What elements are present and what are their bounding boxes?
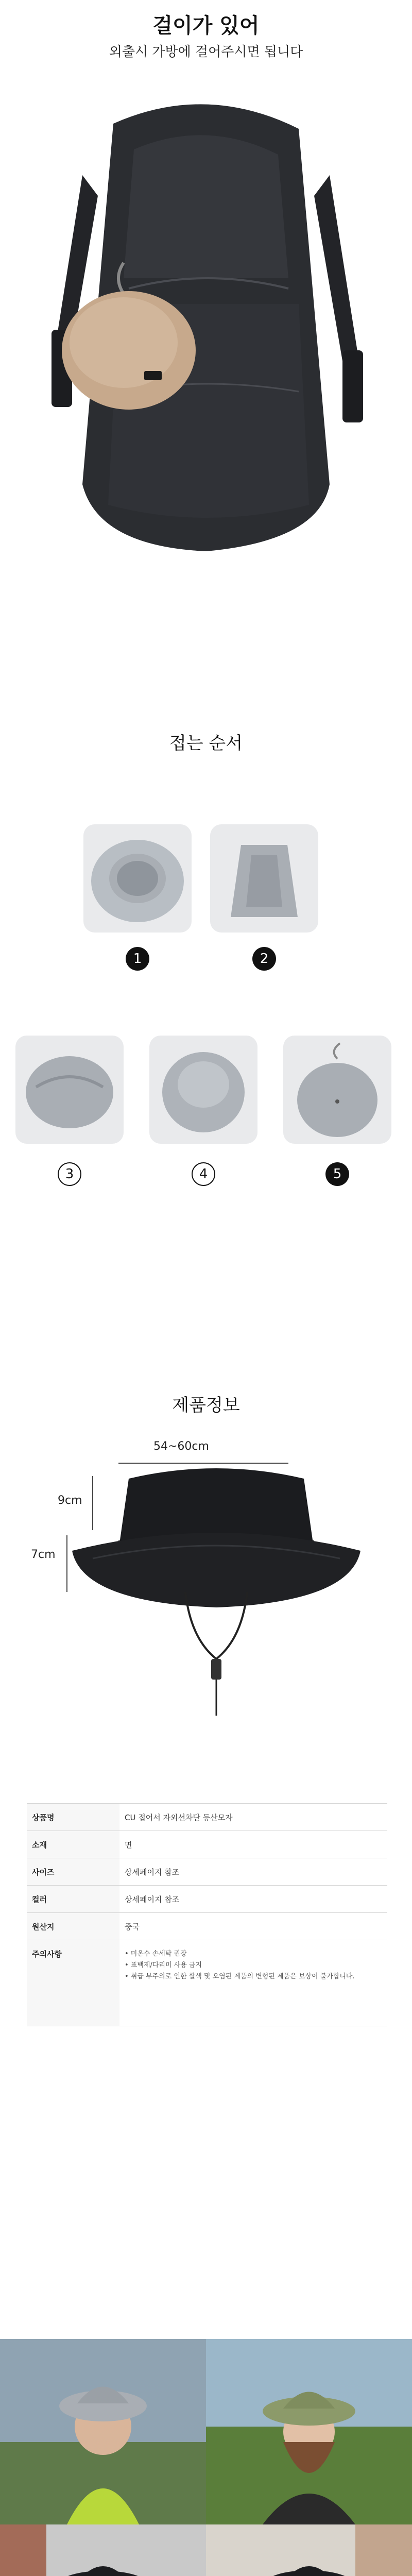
- spec-row: [27, 1858, 387, 1886]
- spec-key: 사이즈: [27, 1858, 119, 1886]
- spec-value: 면: [119, 1831, 387, 1858]
- fold-step-4-number: 4: [192, 1162, 215, 1186]
- model-photo-black-hat-woman: [206, 2524, 412, 2576]
- spec-key: 컬러: [27, 1886, 119, 1913]
- folding-title: 접는 순서: [169, 733, 243, 754]
- fold-step-2-number: 2: [252, 947, 276, 971]
- fold-step-1-number: 1: [126, 947, 149, 971]
- spec-value: 상세페이지 참조: [119, 1886, 387, 1913]
- spec-key: 소재: [27, 1831, 119, 1858]
- spec-table: [27, 1803, 387, 2026]
- hero-title: 걸이가 있어: [152, 14, 260, 38]
- spec-note-item: • 미온수 손세탁 권장: [125, 1950, 187, 1958]
- fold-step-5-image: [283, 1036, 391, 1144]
- dimension-crown-label: 9cm: [58, 1494, 82, 1507]
- spec-key: 원산지: [27, 1913, 119, 1940]
- backpack-photo: [21, 62, 391, 598]
- fold-step-3-image: [15, 1036, 124, 1144]
- spec-value: CU 접어서 자외선차단 등산모자: [119, 1804, 387, 1831]
- spec-notes-key: 주의사항: [27, 1940, 119, 2026]
- hat-dimension-image: [62, 1437, 381, 1726]
- spec-value: 상세페이지 참조: [119, 1858, 387, 1886]
- spec-value: 중국: [119, 1913, 387, 1940]
- model-photo-khaki-hat: [206, 2339, 412, 2524]
- model-photo-gray-hat: [0, 2339, 206, 2524]
- fold-step-2-image: [210, 824, 318, 933]
- spec-note-item: • 표백제/다리미 사용 금지: [125, 1961, 202, 1969]
- spec-row-notes: [27, 1940, 387, 2026]
- dimension-width-label: 54~60cm: [153, 1440, 209, 1453]
- fold-step-1-image: [83, 824, 192, 933]
- fold-step-3-number: 3: [58, 1162, 81, 1186]
- spec-row: [27, 1804, 387, 1831]
- spec-notes: [119, 1940, 387, 2026]
- product-info-title: 제품정보: [172, 1395, 240, 1416]
- hero-subtitle: 외출시 가방에 걸어주시면 됩니다: [109, 44, 303, 60]
- spec-row: [27, 1886, 387, 1913]
- spec-row: [27, 1913, 387, 1940]
- fold-step-4-image: [149, 1036, 258, 1144]
- fold-step-5-number: 5: [325, 1162, 349, 1186]
- model-photo-black-hat-man: [0, 2524, 206, 2576]
- spec-key: 상품명: [27, 1804, 119, 1831]
- dimension-brim-label: 7cm: [31, 1548, 56, 1561]
- spec-row: [27, 1831, 387, 1858]
- spec-note-item: • 취급 부주의로 인한 할색 및 오염된 제품의 변형된 제품은 보상이 불가합니다.: [125, 1973, 355, 1980]
